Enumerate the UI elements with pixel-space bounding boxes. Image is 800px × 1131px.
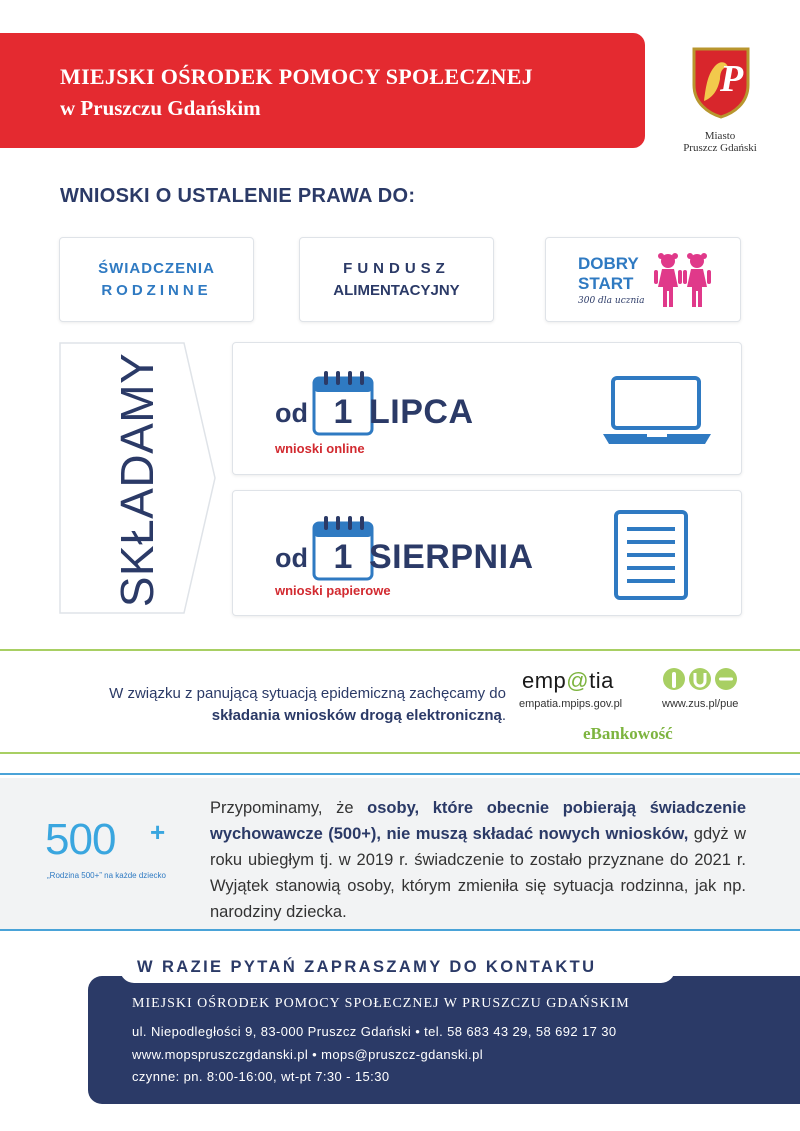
benefit-family-line2: RODZINNE [101, 281, 212, 299]
crest-caption-line2: Pruszcz Gdański [683, 142, 757, 154]
paper-month: SIERPNIA [369, 538, 534, 576]
benefit-family-line1: ŚWIADCZENIA [98, 259, 215, 277]
divider [0, 649, 800, 651]
benefit-dobry-start [545, 237, 741, 322]
svg-text:P: P [720, 58, 744, 100]
paper-sublabel: wnioski papierowe [275, 583, 391, 598]
crest-caption [670, 130, 770, 154]
online-sublabel: wnioski online [275, 441, 365, 456]
empatia-logo-pre: emp [522, 668, 567, 693]
children-icon [653, 251, 713, 309]
info-text [36, 683, 506, 727]
org-city: w Pruszczu Gdańskim [60, 96, 261, 120]
empatia-logo [522, 668, 614, 694]
divider [0, 929, 800, 931]
header-banner [0, 33, 645, 148]
reminder-text-2: gdyż w roku ubiegłym tj. w 2019 r. świadczenie to zostało przyznane do 2021 r. Wyjątek stanowią osoby, którym zmieniła się sytuacja rodzinna, jak np. narodziny dziecka. [210, 825, 747, 921]
org-name: MIEJSKI OŚRODEK POMOCY SPOŁECZNEJ [60, 64, 533, 89]
divider [0, 773, 800, 775]
skladamy-label-wrap [72, 352, 202, 608]
online-prefix: od [275, 398, 308, 428]
contact-hours: czynne: pn. 8:00-16:00, wt-pt 7:30 - 15:30 [132, 1069, 390, 1084]
pue-logo-icon [662, 667, 740, 691]
divider [0, 752, 800, 754]
rodzina500-caption: „Rodzina 500+” na każde dziecko [47, 871, 166, 880]
contact-address: ul. Niepodległości 9, 83-000 Pruszcz Gdański • tel. 58 683 43 29, 58 692 17 30 [132, 1024, 617, 1039]
contact-title: W RAZIE PYTAŃ ZAPRASZAMY DO KONTAKTU [137, 958, 597, 976]
dobry-start-line2: START [578, 273, 634, 293]
benefit-family-allowance [59, 237, 254, 322]
contact-org: MIEJSKI OŚRODEK POMOCY SPOŁECZNEJ W PRUSZCZU GDAŃSKIM [132, 996, 630, 1011]
dobry-start-line1: DOBRY [578, 253, 639, 273]
empatia-logo-at: @ [566, 668, 590, 693]
reminder-text [210, 795, 746, 925]
empatia-url[interactable]: empatia.mpips.gov.pl [519, 698, 623, 710]
crest-caption-line1: Miasto [704, 130, 736, 142]
online-month: LIPCA [369, 393, 474, 431]
paper-day: 1 [333, 538, 353, 576]
date-card-online [232, 342, 742, 475]
contact-web-email[interactable]: www.mopspruszczgdanski.pl • mops@pruszcz-gdanski.pl [132, 1047, 483, 1062]
ebankowosc-logo: eBankowość [583, 724, 673, 743]
rodzina500-logo: 500 [45, 815, 116, 864]
rodzina500-plus: + [150, 817, 166, 847]
document-icon [613, 509, 689, 601]
benefit-alimony-line2: ALIMENTACYJNY [333, 281, 460, 299]
online-day: 1 [333, 393, 353, 431]
benefit-alimony-line1: FUNDUSZ [343, 259, 450, 277]
section-title: WNIOSKI O USTALENIE PRAWA DO: [60, 185, 416, 207]
date-card-paper [232, 490, 742, 616]
paper-prefix: od [275, 543, 308, 573]
pue-url[interactable]: www.zus.pl/pue [662, 698, 739, 710]
reminder-text-bold: osoby, które obecnie pobierają świadczenie wychowawcze (500+), nie muszą składać nowych wniosków, [210, 799, 746, 843]
benefit-alimony-fund [299, 237, 494, 322]
info-text-bold: składania wniosków drogą elektroniczną [211, 707, 502, 724]
reminder-text-1: Przypominamy, że [210, 799, 368, 817]
laptop-icon [601, 376, 713, 446]
empatia-logo-post: tia [589, 668, 614, 693]
city-crest-icon [690, 45, 752, 119]
dobry-start-sub: 300 dla ucznia [578, 295, 645, 306]
info-text-end: . [501, 707, 506, 724]
skladamy-label: SKŁADAMY [111, 352, 163, 608]
info-text-plain: W związku z panującą sytuacją epidemiczną zachęcamy do [109, 685, 506, 702]
